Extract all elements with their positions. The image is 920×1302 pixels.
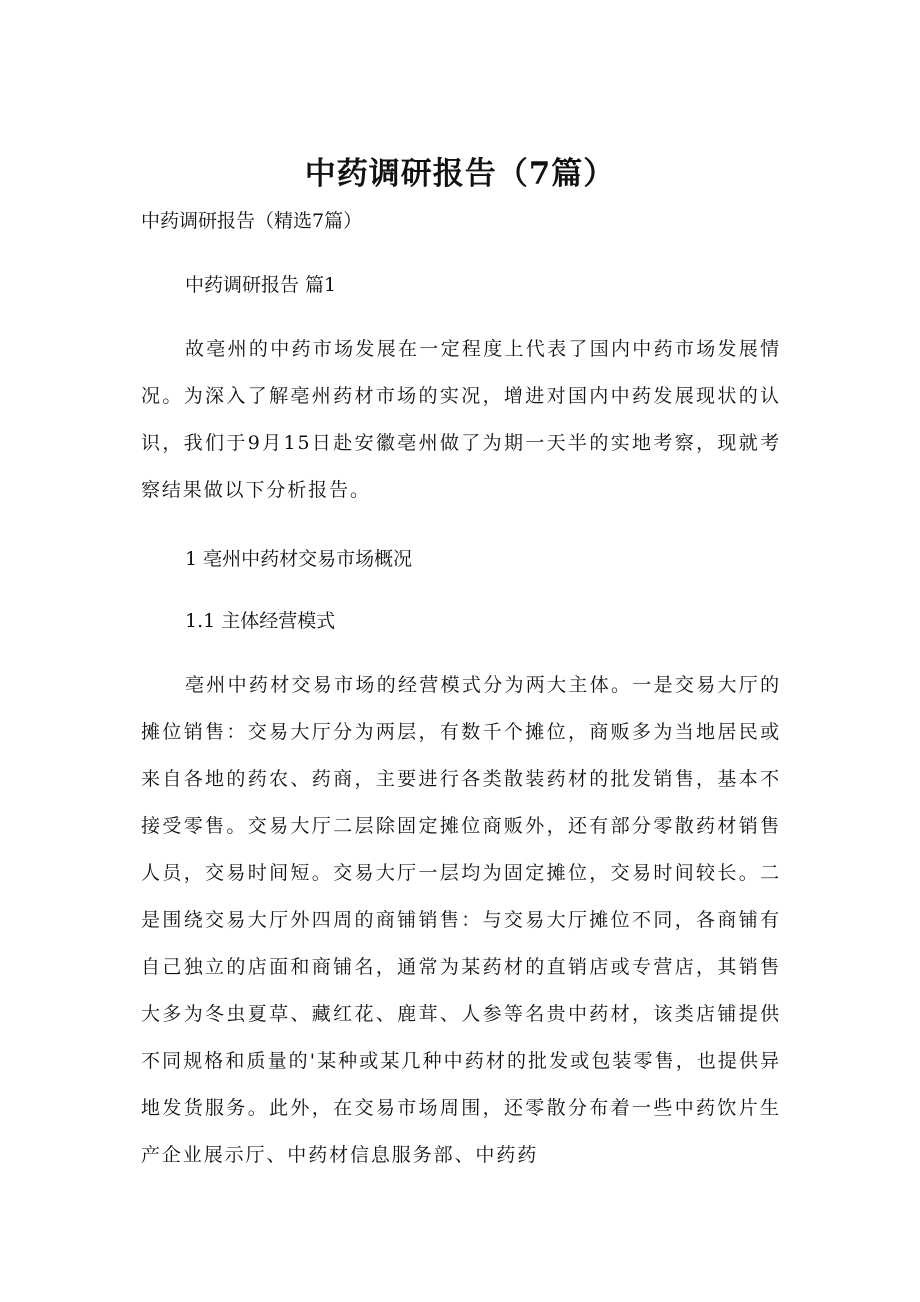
section-heading-1: 1 亳州中药材交易市场概况	[185, 548, 413, 570]
document-title: 中药调研报告（7篇）	[304, 156, 616, 192]
section-heading-part1: 中药调研报告 篇1	[185, 274, 337, 296]
paragraph-intro: 故亳州的中药市场发展在一定程度上代表了国内中药市场发展情况。为深入了解亳州药材市场的实况，增进对国内中药发展现状的认识，我们于9月15日赴安徽亳州做了为期一天半的实地考察，现就考察结果做以下分析报告。	[141, 338, 781, 501]
paragraph-business-model: 亳州中药材交易市场的经营模式分为两大主体。一是交易大厅的摊位销售：交易大厅分为两层，有数千个摊位，商贩多为当地居民或来自各地的药农、药商，主要进行各类散装药材的批发销售，基本不接受零售。交易大厅二层除固定摊位商贩外，还有部分零散药材销售人员，交易时间短。交易大厅一层均为固定摊位，交易时间较长。二是围绕交易大厅外四周的商铺销售：与交易大厅摊位不同，各商铺有自己独立的店面和商铺名，通常为某药材的直销店或专营店，其销售大多为冬虫夏草、藏红花、鹿茸、人参等名贵中药材，该类店铺提供不同规格和质量的'某种或某几种中药材的批发或包装零售，也提供异地发货服务。此外，在交易市场周围，还零散分布着一些中药饮片生产企业展示厅、中药材信息服务部、中药药	[141, 674, 781, 1166]
document-subtitle: 中药调研报告（精选7篇）	[141, 210, 363, 232]
section-heading-1-1: 1.1 主体经营模式	[185, 610, 336, 632]
